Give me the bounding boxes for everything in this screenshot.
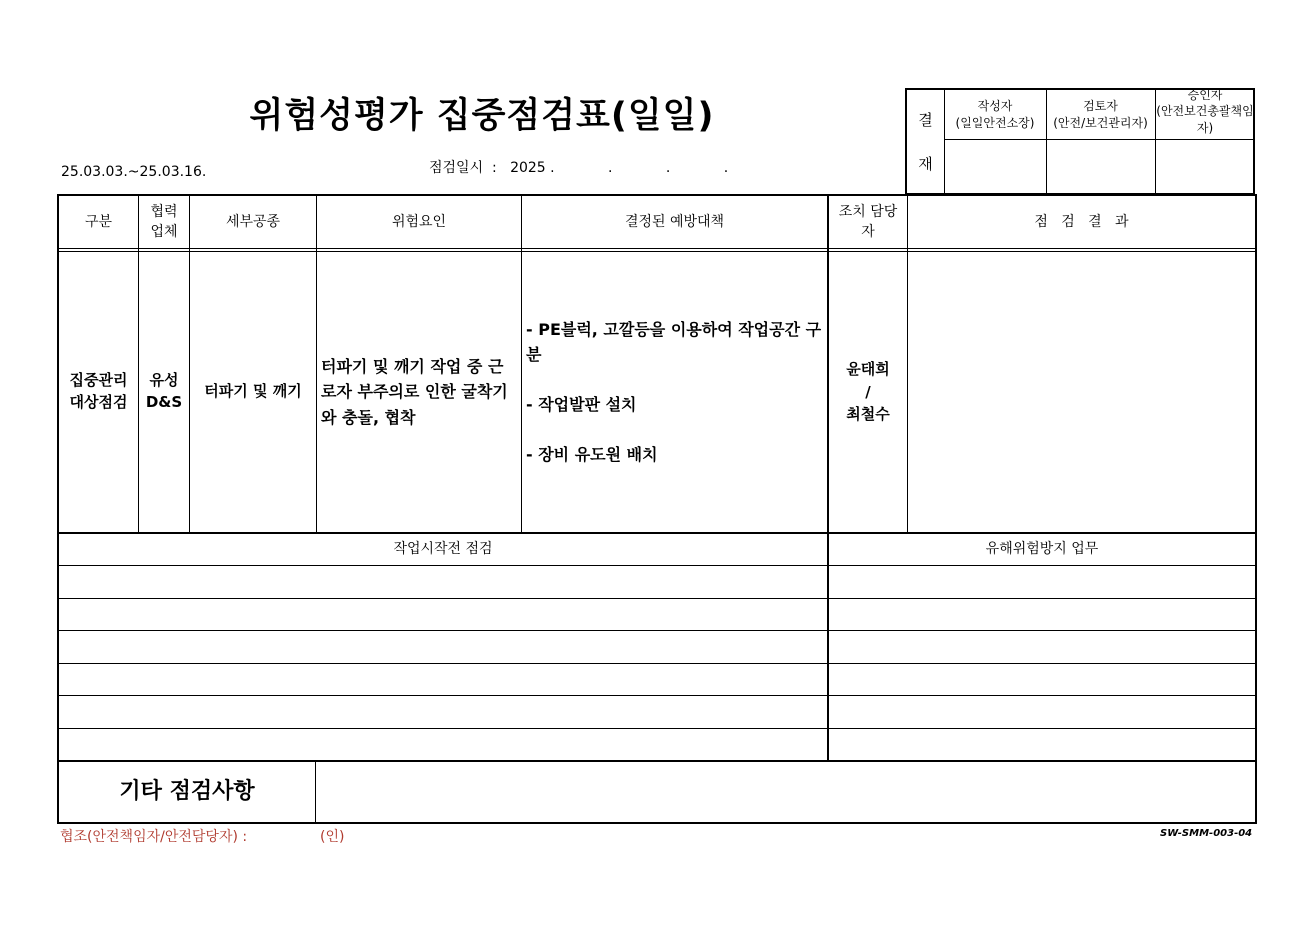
row-hazard: 터파기 및 깨기 작업 중 근로자 부주의로 인한 굴착기와 충돌, 협착: [321, 356, 508, 427]
row-measures: [522, 252, 827, 532]
header-partner: 협력 업체: [150, 203, 178, 240]
reviewer-header: [1046, 90, 1155, 139]
author-signature[interactable]: [944, 140, 1046, 193]
header-category: 구분: [84, 213, 113, 230]
row-work-type: 터파기 및 깨기: [204, 382, 302, 401]
row-partner: 유성 D&S: [145, 371, 183, 411]
period-text: 25.03.03.~25.03.16.: [61, 164, 207, 180]
measure-item: - 작업발판 설치: [526, 395, 637, 414]
row-manager: 윤태희 / 최철수: [846, 360, 890, 424]
reviewer-signature[interactable]: [1046, 140, 1155, 193]
hazard-prevention-header: 유해위험방지 업무: [985, 541, 1099, 558]
other-items-label: 기타 점검사항: [119, 779, 255, 805]
approval-stamp-bottom: 재: [918, 154, 933, 173]
reviewer-title: 검토자: [1083, 99, 1118, 114]
pre-work-check-header: 작업시작전 점검: [393, 541, 493, 558]
author-title: 작성자: [977, 99, 1013, 114]
header-hazard: 위험요인: [391, 213, 447, 230]
header-result: 점 검 결 과: [1034, 213, 1129, 230]
prevention-row[interactable]: [829, 566, 1255, 598]
measure-item: - PE블럭, 고깔등을 이용하여 작업공간 구분: [526, 319, 822, 365]
pre-work-row[interactable]: [59, 566, 827, 598]
author-header: [944, 90, 1046, 139]
header-measures: 결정된 예방대책: [624, 213, 725, 230]
approval-box: [905, 88, 1255, 195]
author-sub: (일일안전소장): [955, 115, 1035, 130]
row-category: 집중관리 대상점검: [69, 371, 128, 411]
inspection-table: [57, 194, 1257, 824]
cooperation-label: 협조(안전책임자/안전담당자) :: [60, 829, 248, 845]
inspection-date: 점검일시 : 2025 . . . .: [429, 160, 729, 176]
approver-signature[interactable]: [1155, 140, 1255, 193]
approval-stamp-top: 결: [918, 110, 933, 129]
header-manager: 조치 담당 자: [838, 203, 898, 240]
seal-label: (인): [320, 829, 345, 845]
measure-item: - 장비 유도원 배치: [526, 444, 658, 464]
approver-header: [1155, 84, 1255, 139]
page-title: 위험성평가 집중점검표(일일): [249, 96, 715, 136]
approver-title: 승인자: [1187, 88, 1223, 103]
row-result[interactable]: [908, 252, 1255, 532]
other-items-field[interactable]: [316, 762, 1255, 822]
approver-sub: (안전보건총괄책임자): [1156, 104, 1254, 135]
reviewer-sub: (안전/보건관리자): [1053, 115, 1148, 130]
header-work-type: 세부공종: [225, 213, 281, 230]
document-code: SW-SMM-003-04: [1160, 828, 1253, 839]
